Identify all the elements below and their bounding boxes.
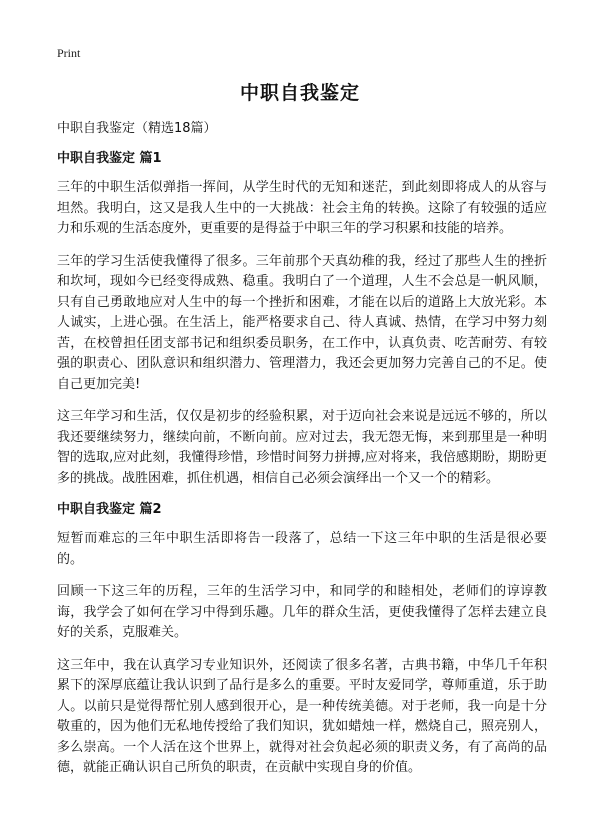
section-1-paragraph-2: 三年的学习生活使我懂得了很多。三年前那个天真幼稚的我，经过了那些人生的挫折和坎坷，现如今已经变得成熟、稳重。我明白了一个道理，人生不会总是一帆风顺，只有自己勇敢地应对人生中的每一个挫折和困难，才能在以后的道路上大放光彩。本人诚实，上进心强。在生活上，能严格要求自己、待人真诚、热情，在学习中努力刻苦，在校曾担任团支部书记和组织委员职务，在工作中，认真负责、吃苦耐劳、有较强的职责心、团队意识和组织潜力、管理潜力，我还会更加努力完善自己的不足。使自己更加完美! [57,253,547,392]
section-2-paragraph-2: 回顾一下这三年的历程，三年的生活学习中，和同学的和睦相处，老师们的谆谆教诲，我学会了如何在学习中得到乐趣。几年的群众生活，更使我懂得了怎样去建立良好的关系，克服难关。 [57,584,547,640]
section-heading-2: 中职自我鉴定 篇2 [57,502,162,517]
document-subtitle: 中职自我鉴定（精选18篇） [57,121,217,136]
section-2-paragraph-1: 短暂而难忘的三年中职生活即将告一段落了，总结一下这三年中职的生活是很必要的。 [57,531,547,567]
section-1-paragraph-3: 这三年学习和生活，仅仅是初步的经验积累，对于迈向社会来说是远远不够的，所以我还要继续努力，继续向前，不断向前。应对过去，我无怨无悔，来到那里是一种明智的选取,应对此刻，我懂得珍惜，珍惜时间努力拼搏,应对将来，我倍感期盼，期盼更多的挑战。战胜困难，抓住机遇，相信自己必须会演绎出一个又一个的精彩。 [57,409,547,486]
page-title: 中职自我鉴定 [239,82,360,104]
print-label[interactable]: Print [57,46,81,60]
section-2-paragraph-3: 这三年中，我在认真学习专业知识外，还阅读了很多名著，古典书籍，中华几千年积累下的深厚底蕴让我认识到了品行是多么的重要。平时友爱同学，尊师重道，乐于助人。以前只是觉得帮忙别人感到很开心，是一种传统美德。对于老师，我一向是十分敬重的，因为他们无私地传授给了我们知识，犹如蜡烛一样，燃烧自己，照亮别人，多么崇高。一个人活在这个世界上，就得对社会负起必须的职责义务，有了高尚的品德，就能正确认识自己所负的职责，在贡献中实现自身的价值。 [57,657,547,775]
document-body [57,120,547,779]
section-heading-1: 中职自我鉴定 篇1 [57,151,162,166]
section-1-paragraph-1: 三年的中职生活似弹指一挥间，从学生时代的无知和迷茫，到此刻即将成人的从容与坦然。我明白，这又是我人生中的一大挑战：社会主角的转换。这除了有较强的适应力和乐观的生活态度外，更重要的是得益于中职三年的学习积累和技能的培养。 [57,180,547,236]
